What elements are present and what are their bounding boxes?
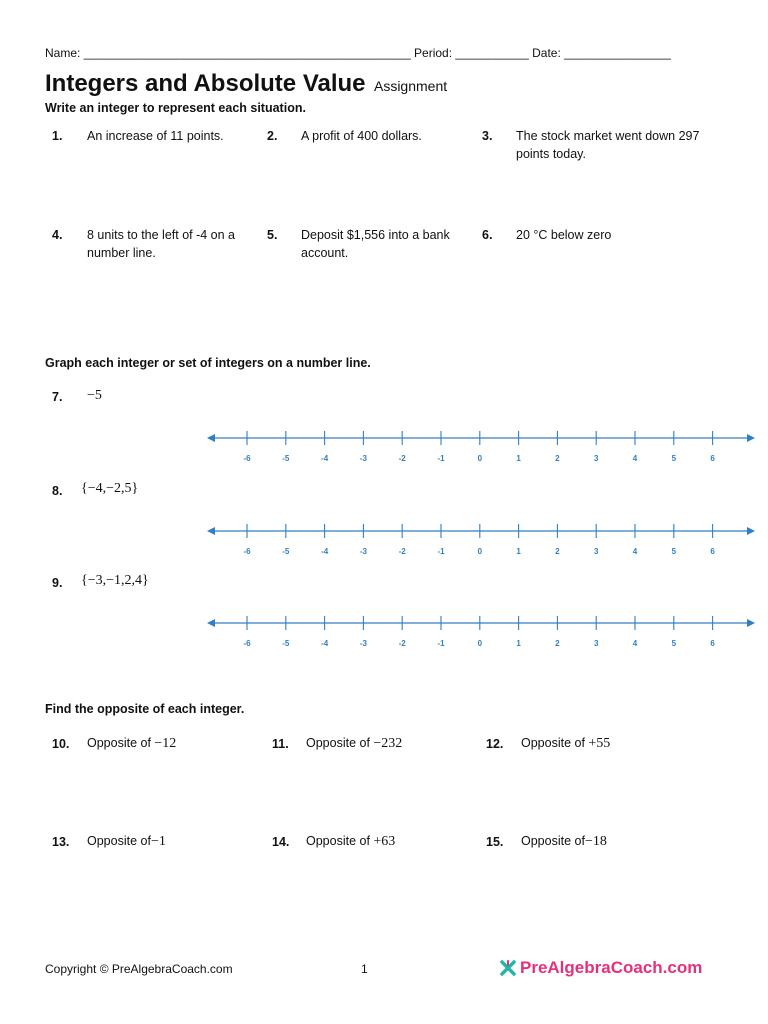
tick-label: -3: [359, 454, 367, 463]
tick-label: 5: [671, 639, 677, 648]
page-title: Integers and Absolute Value: [45, 70, 366, 97]
tick-label: -1: [437, 639, 445, 648]
tick-label: 0: [477, 454, 483, 463]
problem-number: 10.: [52, 737, 70, 751]
tick-label: 0: [477, 547, 483, 556]
student-info-line: Name: _________________________________________________ Period: ___________ Date: ________________: [45, 46, 671, 60]
problem-number: 8.: [52, 484, 63, 498]
tick-label: 0: [477, 639, 483, 648]
page-subtitle: Assignment: [373, 78, 448, 94]
problem-number: 3.: [482, 129, 493, 143]
tick-label: -6: [243, 454, 251, 463]
tick-label: 1: [516, 454, 521, 463]
tick-label: -4: [321, 454, 329, 463]
right-arrow-icon: [747, 434, 755, 442]
problem-text: Opposite of −232: [306, 736, 403, 751]
problem-number: 7.: [52, 390, 63, 404]
tick-label: -4: [321, 547, 329, 556]
title-row: [45, 70, 447, 98]
page-number: 1: [361, 962, 368, 976]
problem-number: 6.: [482, 228, 493, 242]
left-arrow-icon: [207, 619, 215, 627]
problem-number: 2.: [267, 129, 278, 143]
left-arrow-icon: [207, 434, 215, 442]
problem-text: The stock market went down 297 points today.: [516, 129, 700, 161]
tick-label: -2: [398, 454, 406, 463]
tick-label: 3: [593, 639, 599, 648]
tick-label: -2: [398, 639, 406, 648]
tick-label: -2: [398, 547, 406, 556]
tick-label: 1: [516, 639, 521, 648]
tick-label: 6: [710, 454, 715, 463]
section-3-instruction: Find the opposite of each integer.: [45, 702, 245, 716]
tick-label: 4: [632, 639, 638, 648]
tick-label: 3: [593, 454, 599, 463]
problem-number: 5.: [267, 228, 278, 242]
tick-label: -4: [321, 639, 329, 648]
brand-name: PreAlgebraCoach.com: [520, 958, 703, 977]
problem-text: A profit of 400 dollars.: [301, 129, 422, 143]
problem-expression: {−3,−1,2,4}: [81, 573, 149, 588]
section-2-instruction: Graph each integer or set of integers on a number line.: [45, 356, 371, 370]
problem-number: 1.: [52, 129, 63, 143]
brand-x-icon: [499, 959, 517, 977]
tick-label: 3: [593, 547, 599, 556]
tick-label: -5: [282, 454, 290, 463]
tick-label: 6: [710, 547, 715, 556]
problem-number: 11.: [272, 737, 289, 751]
problem-number: 9.: [52, 576, 63, 590]
tick-label: -1: [437, 547, 445, 556]
number-line[interactable]: [205, 424, 757, 463]
tick-label: 2: [555, 454, 560, 463]
problem-text: Opposite of−18: [521, 834, 607, 849]
tick-label: -6: [243, 639, 251, 648]
problem-text: 8 units to the left of -4 on a number line.: [87, 228, 236, 260]
tick-label: -5: [282, 547, 290, 556]
problem-text: Deposit $1,556 into a bank account.: [301, 228, 450, 260]
problem-number: 12.: [486, 737, 504, 751]
tick-label: -6: [243, 547, 251, 556]
problem-text: 20 °C below zero: [516, 228, 612, 242]
problem-expression: {−4,−2,5}: [81, 481, 139, 496]
problem-text: An increase of 11 points.: [87, 129, 224, 143]
problem-number: 14.: [272, 835, 290, 849]
tick-label: 5: [671, 547, 677, 556]
tick-label: -5: [282, 639, 290, 648]
right-arrow-icon: [747, 619, 755, 627]
brand-logo: [499, 958, 702, 978]
tick-label: 2: [555, 639, 560, 648]
tick-label: -1: [437, 454, 445, 463]
problem-number: 4.: [52, 228, 63, 242]
problem-text: Opposite of −12: [87, 736, 177, 751]
left-arrow-icon: [207, 527, 215, 535]
right-arrow-icon: [747, 527, 755, 535]
problem-text: Opposite of−1: [87, 834, 166, 849]
tick-label: -3: [359, 547, 367, 556]
problem-number: 15.: [486, 835, 504, 849]
tick-label: 5: [671, 454, 677, 463]
tick-label: 2: [555, 547, 560, 556]
tick-label: 4: [632, 454, 638, 463]
tick-label: 1: [516, 547, 521, 556]
problem-text: Opposite of +63: [306, 834, 396, 849]
copyright-text: Copyright © PreAlgebraCoach.com: [45, 962, 233, 976]
problem-expression: −5: [87, 388, 102, 403]
tick-label: 6: [710, 639, 715, 648]
number-line[interactable]: [205, 517, 757, 556]
section-1-instruction: Write an integer to represent each situation.: [45, 101, 306, 115]
problem-number: 13.: [52, 835, 70, 849]
tick-label: 4: [632, 547, 638, 556]
number-line[interactable]: [205, 609, 757, 648]
tick-label: -3: [359, 639, 367, 648]
problem-text: Opposite of +55: [521, 736, 611, 751]
